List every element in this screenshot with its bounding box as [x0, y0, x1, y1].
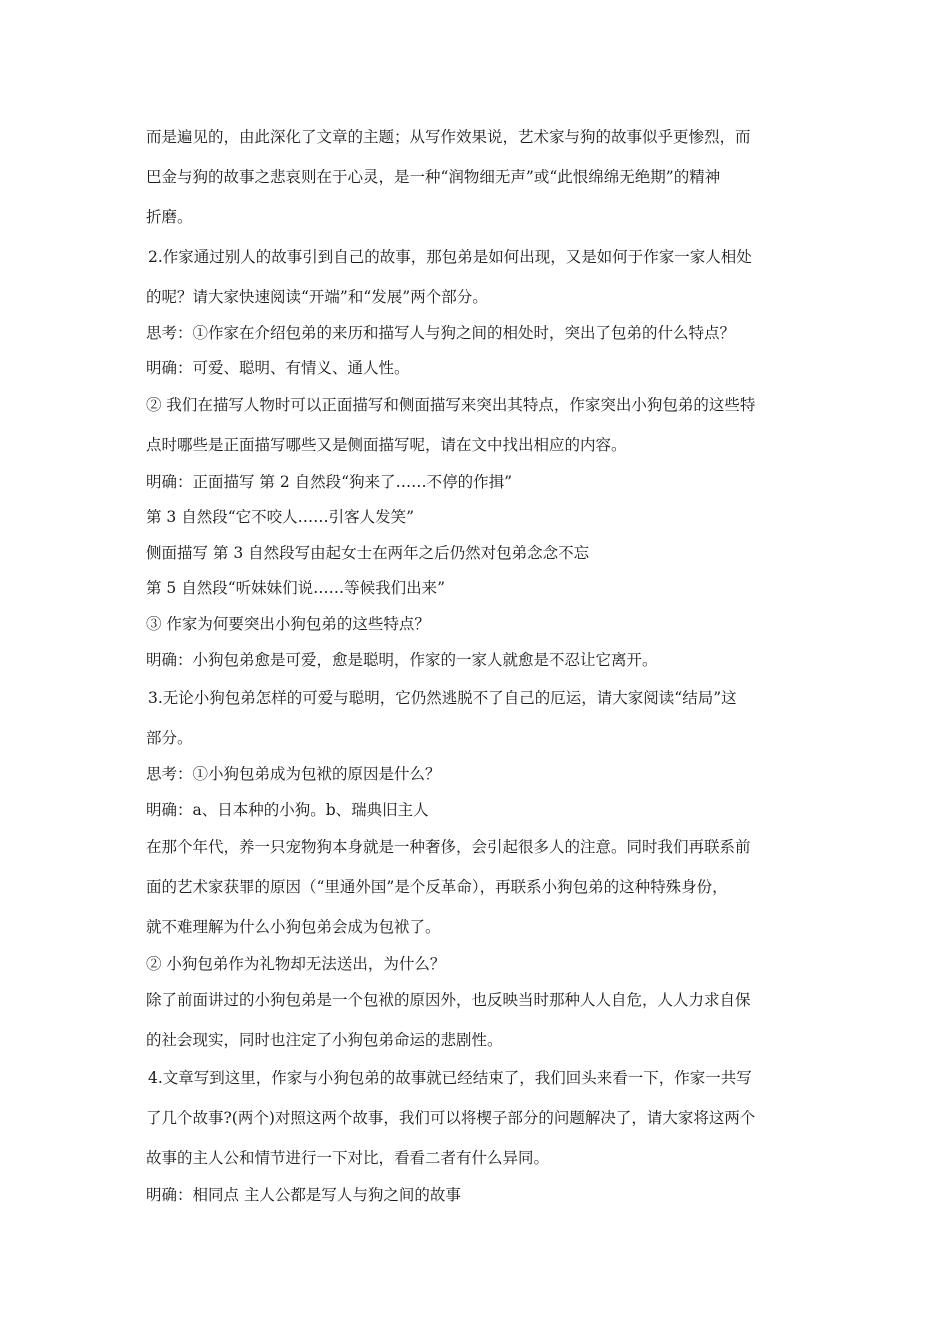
text-line: 在那个年代，养一只宠物狗本身就是一种奢侈，会引起很多人的注意。同时我们再联系前 — [146, 838, 751, 856]
text-line: ② 小狗包弟作为礼物却无法送出，为什么？ — [146, 955, 446, 973]
text-line: ③ 作家为何要突出小狗包弟的这些特点？ — [146, 615, 430, 633]
text-line: 了几个故事?(两个)对照这两个故事，我们可以将楔子部分的问题解决了，请大家将这两个 — [146, 1109, 756, 1127]
text-line: 巴金与狗的故事之悲哀则在于心灵，是一种“润物细无声”或“此恨绵绵无绝期”的精神 — [146, 168, 721, 186]
text-line: ② 我们在描写人物时可以正面描写和侧面描写来突出其特点，作家突出小狗包弟的这些特 — [146, 396, 756, 414]
text-line: 折磨。 — [146, 208, 193, 226]
text-line: 2.作家通过别人的故事引到自己的故事，那包弟是如何出现，又是如何于作家一家人相处 — [148, 248, 752, 266]
text-line: 明确：小狗包弟愈是可爱，愈是聪明，作家的一家人就愈是不忍让它离开。 — [146, 651, 658, 669]
text-line: 明确：相同点 主人公都是写人与狗之间的故事 — [146, 1186, 461, 1204]
text-line: 侧面描写 第 3 自然段写由起女士在两年之后仍然对包弟念念不忘 — [146, 544, 590, 562]
text-line: 就不难理解为什么小狗包弟会成为包袱了。 — [146, 918, 441, 936]
text-line: 的社会现实，同时也注定了小狗包弟命运的悲剧性。 — [146, 1031, 503, 1049]
text-line: 第 3 自然段“它不咬人……引客人发笑” — [146, 508, 415, 526]
text-line: 明确：可爱、聪明、有情义、通人性。 — [146, 359, 410, 377]
text-line: 故事的主人公和情节进行一下对比，看看二者有什么异同。 — [146, 1149, 550, 1167]
text-line: 3.无论小狗包弟怎样的可爱与聪明，它仍然逃脱不了自己的厄运，请大家阅读“结局”这 — [148, 689, 737, 707]
text-line: 部分。 — [146, 729, 193, 747]
text-line: 面的艺术家获罪的原因（“里通外国”是个反革命），再联系小狗包弟的这种特殊身份， — [146, 878, 728, 896]
text-line: 点时哪些是正面描写哪些又是侧面描写呢，请在文中找出相应的内容。 — [146, 436, 627, 454]
text-line: 明确：a、日本种的小狗。b、瑞典旧主人 — [146, 801, 429, 819]
text-line: 4.文章写到这里，作家与小狗包弟的故事就已经结束了，我们回头来看一下，作家一共写 — [148, 1069, 752, 1087]
text-line: 除了前面讲过的小狗包弟是一个包袱的原因外，也反映当时那种人人自危，人人力求自保 — [146, 991, 751, 1009]
text-line: 的呢？请大家快速阅读“开端”和“发展”两个部分。 — [146, 288, 488, 306]
text-line: 思考：①作家在介绍包弟的来历和描写人与狗之间的相处时，突出了包弟的什么特点？ — [146, 324, 736, 342]
text-line: 而是遍见的，由此深化了文章的主题；从写作效果说，艺术家与狗的故事似乎更惨烈，而 — [146, 128, 751, 146]
text-line: 思考：①小狗包弟成为包袱的原因是什么？ — [146, 765, 441, 783]
text-line: 明确：正面描写 第 2 自然段“狗来了……不停的作揖” — [146, 473, 512, 491]
text-line: 第 5 自然段“听妹妹们说……等候我们出来” — [146, 579, 446, 597]
